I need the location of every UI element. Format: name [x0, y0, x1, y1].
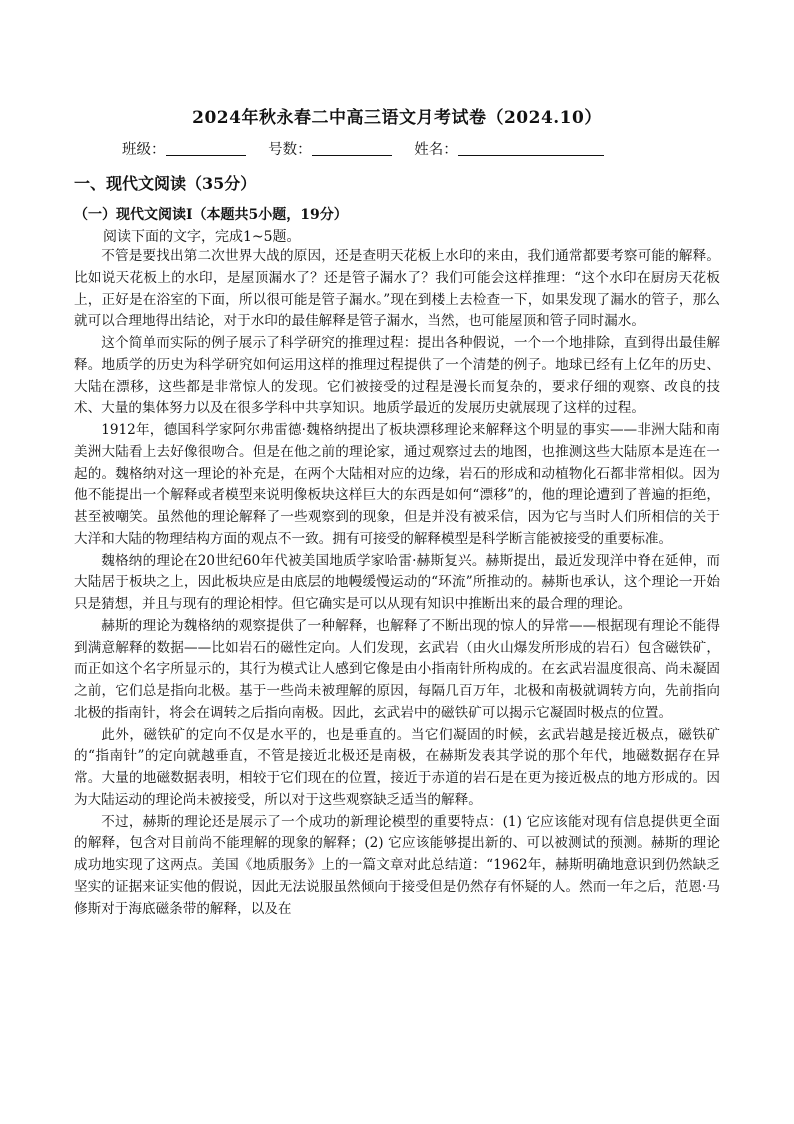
- passage-paragraph: 1912年，德国科学家阿尔弗雷德·魏格纳提出了板块漂移理论来解释这个明显的事实——非洲大陆和南美洲大陆看上去好像很吻合。但是在他之前的理论家，通过观察过去的地图，也推测这些大陆原本是连在一起的。魏格纳对这一理论的补充是，在两个大陆相对应的边缘，岩石的形成和动植物化石都非常相似。因为他不能提出一个解释或者模型来说明像板块这样巨大的东西是如何“漂移”的，他的理论遭到了普遍的拒绝，甚至被嘲笑。虽然他的理论解释了一些观察到的现象，但是并没有被采信，因为它与当时人们所相信的关于大洋和大陆的物理结构方面的观点不一致。拥有可接受的解释模型是科学断言能被接受的重要标准。: [74, 422, 720, 547]
- class-label: 班级：: [122, 142, 166, 158]
- exam-title: 2024年秋永春二中高三语文月考试卷（2024.10）: [192, 108, 602, 128]
- reading-instruction: 阅读下面的文字，完成1~5题。: [103, 229, 301, 245]
- number-label: 号数：: [268, 142, 312, 158]
- passage-paragraph: 赫斯的理论为魏格纳的观察提供了一种解释，也解释了不断出现的惊人的异常——根据现有理论不能得到满意解释的数据——比如岩石的磁性定向。人们发现，玄武岩（由火山爆发所形成的岩石）包含磁铁矿，而正如这个名字所显示的，其行为模式让人感到它像是由小指南针所构成的。在玄武岩温度很高、尚未凝固之前，它们总是指向北极。基于一些尚未被理解的原因，每隔几百万年，北极和南极就调转方向，先前指向北极的指南针，将会在调转之后指向南极。因此，玄武岩中的磁铁矿可以揭示它凝固时极点的位置。: [74, 617, 720, 721]
- sub-heading: （一）现代文阅读Ⅰ（本题共5小题，19分）: [74, 207, 348, 223]
- name-field: [414, 138, 604, 159]
- passage-paragraph: 不过，赫斯的理论还是展示了一个成功的新理论模型的重要特点：(1) 它应该能对现有信息提供更全面的解释，包含对目前尚不能理解的现象的解释；(2) 它应该能够提出新的、可以被测试的预测。赫斯的理论成功地实现了这两点。美国《地质服务》上的一篇文章对此总结道：“1962年，赫斯明确地意识到仍然缺乏坚实的证据来证实他的假说，因此无法说服虽然倾向于接受但是仍然存有怀疑的人。然而一年之后，范恩·马修斯对于海底磁条带的解释，以及在: [74, 813, 720, 917]
- passage-paragraph: 此外，磁铁矿的定向不仅是水平的，也是垂直的。当它们凝固的时候，玄武岩越是接近极点，磁铁矿的“指南针”的定向就越垂直，不管是接近北极还是南极，在赫斯发表其学说的那个年代，地磁数据存在异常。大量的地磁数据表明，相较于它们现在的位置，接近于赤道的岩石是在更为接近极点的地方形成的。因为大陆运动的理论尚未被接受，所以对于这些观察缺乏适当的解释。: [74, 726, 720, 808]
- class-blank[interactable]: [166, 141, 246, 156]
- name-label: 姓名：: [414, 142, 458, 158]
- student-info-row: [122, 138, 682, 159]
- number-blank[interactable]: [312, 141, 392, 156]
- passage-paragraph: 魏格纳的理论在20世纪60年代被美国地质学家哈雷·赫斯复兴。赫斯提出，最近发现洋中脊在延伸，而大陆居于板块之上，因此板块应是由底层的地幔缓慢运动的“环流”所推动的。赫斯也承认，这个理论一开始只是猜想，并且与现有的理论相悖。但它确实是可以从现有知识中推断出来的最合理的理论。: [74, 552, 720, 612]
- passage-paragraph: 这个简单而实际的例子展示了科学研究的推理过程：提出各种假说，一个一个地排除，直到得出最佳解释。地质学的历史为科学研究如何运用这样的推理过程提供了一个清楚的例子。地球已经有上亿年的历史、大陆在漂移，这些都是非常惊人的发现。它们被接受的过程是漫长而复杂的，要求仔细的观察、改良的技术、大量的集体努力以及在很多学科中共享知识。地质学最近的发展历史就展现了这样的过程。: [74, 335, 720, 417]
- class-field: [122, 138, 246, 159]
- section-heading: 一、现代文阅读（35分）: [74, 174, 257, 193]
- reading-passage: [74, 246, 720, 920]
- number-field: [268, 138, 392, 159]
- passage-paragraph: 不管是要找出第二次世界大战的原因，还是查明天花板上水印的来由，我们通常都要考察可能的解释。比如说天花板上的水印，是屋顶漏水了？还是管子漏水了？我们可能会这样推理：“这个水印在厨房天花板上，正好是在浴室的下面，所以很可能是管子漏水。”现在到楼上去检查一下，如果发现了漏水的管子，那么就可以合理地得出结论，对于水印的最佳解释是管子漏水，当然，也可能屋顶和管子同时漏水。: [74, 248, 720, 330]
- name-blank[interactable]: [458, 141, 604, 156]
